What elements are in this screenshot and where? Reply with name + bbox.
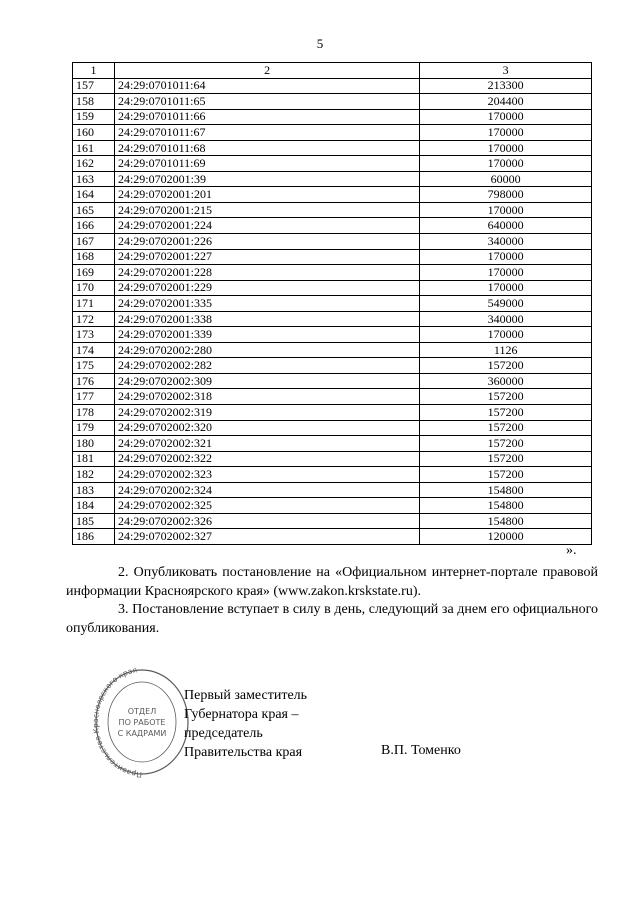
- cadastral-number: 24:29:0701011:68: [114, 140, 419, 156]
- row-number: 158: [73, 94, 115, 110]
- row-number: 167: [73, 234, 115, 250]
- row-value: 60000: [420, 171, 592, 187]
- closing-quote: ».: [566, 543, 577, 558]
- cadastral-number: 24:29:0702002:327: [114, 529, 419, 545]
- cadastral-number: 24:29:0702001:39: [114, 171, 419, 187]
- table-row: [73, 420, 592, 436]
- row-value: 157200: [420, 358, 592, 374]
- paragraph-effective: 3. Постановление вступает в силу в день, следующий за днем его официального опубликования.: [66, 602, 598, 636]
- table-row: [73, 140, 592, 156]
- table-row: [73, 78, 592, 94]
- table-row: [73, 358, 592, 374]
- row-value: 549000: [420, 296, 592, 312]
- cadastral-number: 24:29:0701011:65: [114, 94, 419, 110]
- row-value: 798000: [420, 187, 592, 203]
- row-number: 185: [73, 513, 115, 529]
- cadastral-number: 24:29:0702001:338: [114, 311, 419, 327]
- row-number: 181: [73, 451, 115, 467]
- cadastral-number: 24:29:0702002:318: [114, 389, 419, 405]
- row-value: 157200: [420, 451, 592, 467]
- page-number: 5: [316, 36, 324, 51]
- row-number: 182: [73, 467, 115, 483]
- row-number: 157: [73, 78, 115, 94]
- table-row: [73, 94, 592, 110]
- row-number: 170: [73, 280, 115, 296]
- row-value: 157200: [420, 420, 592, 436]
- row-value: 640000: [420, 218, 592, 234]
- cadastral-number: 24:29:0702001:229: [114, 280, 419, 296]
- table-row: [73, 218, 592, 234]
- row-number: 162: [73, 156, 115, 172]
- stamp-inner-line: С КАДРАМИ: [117, 729, 167, 738]
- column-header: 1: [73, 63, 115, 79]
- cadastral-number: 24:29:0701011:69: [114, 156, 419, 172]
- cadastral-number: 24:29:0702002:321: [114, 436, 419, 452]
- row-value: 170000: [420, 202, 592, 218]
- row-value: 1126: [420, 342, 592, 358]
- cadastral-number: 24:29:0702001:201: [114, 187, 419, 203]
- table-row: [73, 187, 592, 203]
- row-number: 164: [73, 187, 115, 203]
- table-row: [73, 389, 592, 405]
- row-value: 170000: [420, 125, 592, 141]
- cadastral-number: 24:29:0702002:309: [114, 373, 419, 389]
- table-row: [73, 202, 592, 218]
- signatory-name: В.П. Томенко: [381, 743, 461, 758]
- table-row: [73, 125, 592, 141]
- cadastral-table: [72, 62, 592, 545]
- row-value: 154800: [420, 513, 592, 529]
- cadastral-number: 24:29:0702002:326: [114, 513, 419, 529]
- row-value: 170000: [420, 109, 592, 125]
- table-row: [73, 467, 592, 483]
- row-value: 157200: [420, 436, 592, 452]
- table-row: [73, 436, 592, 452]
- table-row: [73, 405, 592, 421]
- column-header: 2: [114, 63, 419, 79]
- row-number: 160: [73, 125, 115, 141]
- table-row: [73, 451, 592, 467]
- table-row: [73, 529, 592, 545]
- row-value: 360000: [420, 373, 592, 389]
- table-row: [73, 498, 592, 514]
- stamp-inner-line: ОТДЕЛ: [127, 707, 157, 716]
- signature-title-line: председатель: [184, 726, 263, 741]
- row-number: 161: [73, 140, 115, 156]
- row-number: 165: [73, 202, 115, 218]
- cadastral-number: 24:29:0702001:215: [114, 202, 419, 218]
- row-value: 204400: [420, 94, 592, 110]
- row-value: 157200: [420, 405, 592, 421]
- row-number: 173: [73, 327, 115, 343]
- cadastral-number: 24:29:0702001:335: [114, 296, 419, 312]
- row-number: 169: [73, 265, 115, 281]
- row-value: 213300: [420, 78, 592, 94]
- row-number: 176: [73, 373, 115, 389]
- cadastral-number: 24:29:0702002:323: [114, 467, 419, 483]
- cadastral-number: 24:29:0702002:282: [114, 358, 419, 374]
- row-number: 171: [73, 296, 115, 312]
- row-number: 159: [73, 109, 115, 125]
- cadastral-number: 24:29:0702002:280: [114, 342, 419, 358]
- cadastral-number: 24:29:0701011:66: [114, 109, 419, 125]
- cadastral-number: 24:29:0701011:67: [114, 125, 419, 141]
- row-value: 170000: [420, 280, 592, 296]
- cadastral-number: 24:29:0701011:64: [114, 78, 419, 94]
- row-number: 180: [73, 436, 115, 452]
- row-number: 179: [73, 420, 115, 436]
- table-row: [73, 156, 592, 172]
- stamp-outer-text: Правительство К сноярского края: [92, 665, 143, 780]
- table-row: [73, 265, 592, 281]
- table-row: [73, 311, 592, 327]
- cadastral-number: 24:29:0702002:319: [114, 405, 419, 421]
- row-number: 177: [73, 389, 115, 405]
- official-stamp: [92, 664, 192, 786]
- table-row: [73, 482, 592, 498]
- row-value: 170000: [420, 265, 592, 281]
- row-number: 183: [73, 482, 115, 498]
- row-value: 120000: [420, 529, 592, 545]
- table-row: [73, 373, 592, 389]
- cadastral-number: 24:29:0702002:320: [114, 420, 419, 436]
- row-number: 178: [73, 405, 115, 421]
- signature-title-line: Правительства края: [184, 745, 303, 760]
- cadastral-number: 24:29:0702001:226: [114, 234, 419, 250]
- table-row: [73, 234, 592, 250]
- column-header: 3: [420, 63, 592, 79]
- row-value: 170000: [420, 327, 592, 343]
- row-value: 154800: [420, 498, 592, 514]
- cadastral-number: 24:29:0702001:227: [114, 249, 419, 265]
- table-row: [73, 249, 592, 265]
- stamp-inner-line: ПО РАБОТЕ: [118, 718, 166, 727]
- signature-title: [184, 686, 307, 762]
- cadastral-number: 24:29:0702001:339: [114, 327, 419, 343]
- table-row: [73, 327, 592, 343]
- cadastral-number: 24:29:0702001:228: [114, 265, 419, 281]
- row-value: 170000: [420, 156, 592, 172]
- row-number: 184: [73, 498, 115, 514]
- signature-title-line: Первый заместитель: [184, 688, 308, 703]
- cadastral-number: 24:29:0702002:322: [114, 451, 419, 467]
- row-number: 174: [73, 342, 115, 358]
- paragraph-publish: 2. Опубликовать постановление на «Официальном интернет-портале правовой информации Красноярского края» (www.zakon.krskstate.ru).: [66, 565, 598, 599]
- table-row: [73, 280, 592, 296]
- row-value: 170000: [420, 249, 592, 265]
- row-number: 168: [73, 249, 115, 265]
- row-value: 157200: [420, 389, 592, 405]
- row-value: 340000: [420, 311, 592, 327]
- row-value: 340000: [420, 234, 592, 250]
- signature-title-line: Губернатора края –: [184, 707, 299, 722]
- row-number: 163: [73, 171, 115, 187]
- table-row: [73, 171, 592, 187]
- row-number: 186: [73, 529, 115, 545]
- table-row: [73, 513, 592, 529]
- row-value: 154800: [420, 482, 592, 498]
- row-value: 157200: [420, 467, 592, 483]
- table-header-row: [73, 63, 592, 79]
- cadastral-number: 24:29:0702002:325: [114, 498, 419, 514]
- row-number: 172: [73, 311, 115, 327]
- table-row: [73, 342, 592, 358]
- table-row: [73, 296, 592, 312]
- row-value: 170000: [420, 140, 592, 156]
- row-number: 175: [73, 358, 115, 374]
- table-row: [73, 109, 592, 125]
- cadastral-number: 24:29:0702001:224: [114, 218, 419, 234]
- cadastral-number: 24:29:0702002:324: [114, 482, 419, 498]
- row-number: 166: [73, 218, 115, 234]
